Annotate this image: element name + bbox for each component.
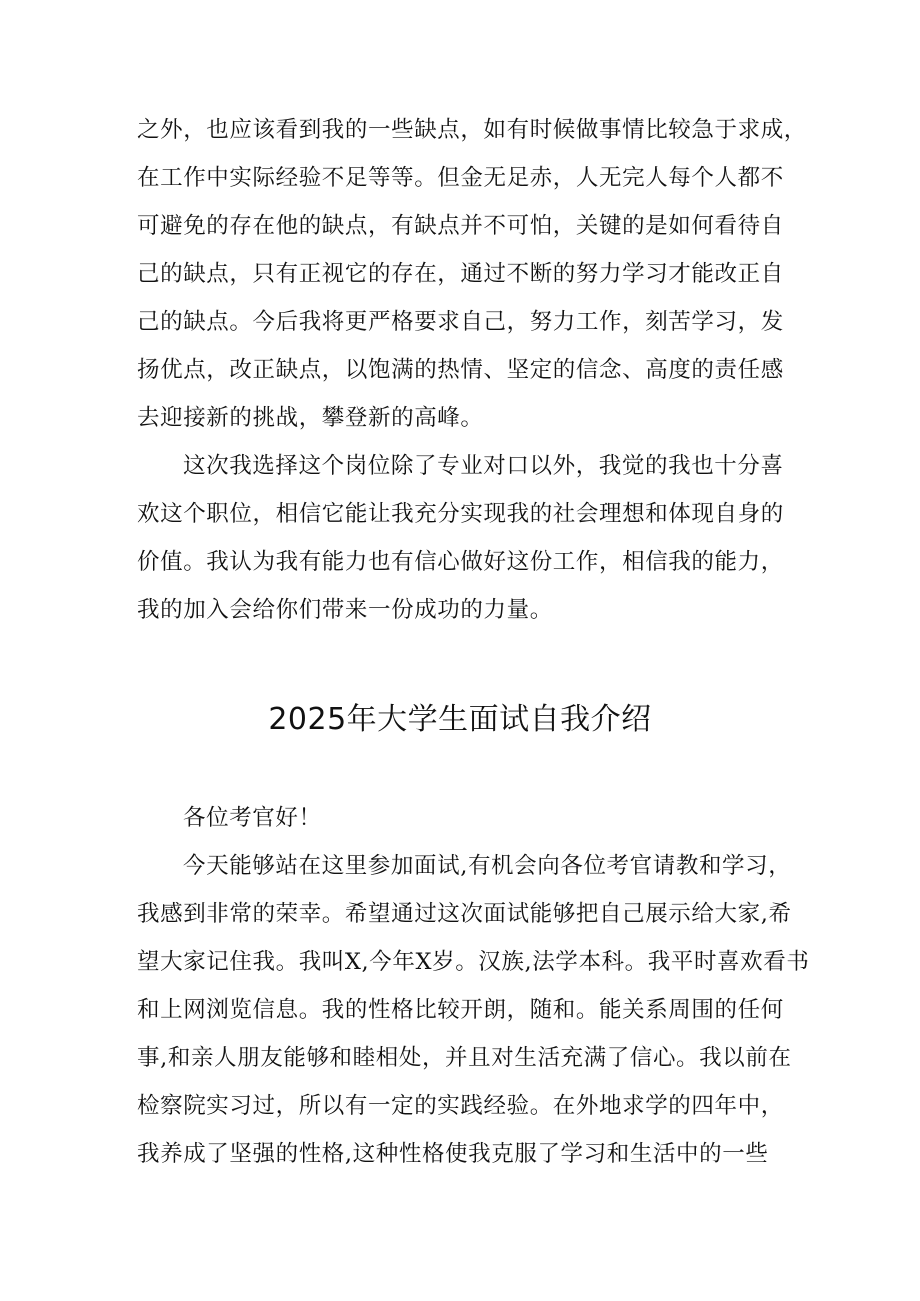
paragraph-first-line: 这次我选择这个岗位除了专业对口以外，我觉的我也十分喜 xyxy=(183,453,784,479)
text-line: 之外，也应该看到我的一些缺点，如有时候做事情比较急于求成， xyxy=(137,117,807,143)
text-line: 我养成了坚强的性格,这种性格使我克服了学习和生活中的一些 xyxy=(137,1141,769,1167)
text-line: 检察院实习过，所以有一定的实践经验。在外地求学的四年中， xyxy=(137,1093,784,1119)
text-line: 我的加入会给你们带来一份成功的力量。 xyxy=(137,597,553,623)
document-title: 2025年大学生面试自我介绍 xyxy=(268,702,652,737)
text-line: 去迎接新的挑战，攀登新的高峰。 xyxy=(137,405,484,431)
self-introduction-text xyxy=(137,794,810,1178)
text-line: 我感到非常的荣幸。希望通过这次面试能够把自己展示给大家,希 xyxy=(137,901,792,927)
previous-section-text xyxy=(137,106,807,634)
text-line: 望大家记住我。我叫X,今年X岁。汉族,法学本科。我平时喜欢看书 xyxy=(137,949,810,975)
text-line: 欢这个职位，相信它能让我充分实现我的社会理想和体现自身的 xyxy=(137,501,784,527)
text-line: 己的缺点。今后我将更严格要求自己，努力工作，刻苦学习，发 xyxy=(137,309,784,335)
text-line: 可避免的存在他的缺点，有缺点并不可怕，关键的是如何看待自 xyxy=(137,213,784,239)
paragraph-first-line: 今天能够站在这里参加面试,有机会向各位考官请教和学习， xyxy=(183,853,792,879)
text-line: 在工作中实际经验不足等等。但金无足赤，人无完人每个人都不 xyxy=(137,165,784,191)
text-line: 和上网浏览信息。我的性格比较开朗，随和。能关系周围的任何 xyxy=(137,997,784,1023)
text-line: 扬优点，改正缺点，以饱满的热情、坚定的信念、高度的责任感 xyxy=(137,357,784,383)
greeting-line: 各位考官好！ xyxy=(183,805,322,831)
text-line: 己的缺点，只有正视它的存在，通过不断的努力学习才能改正自 xyxy=(137,261,784,287)
text-line: 事,和亲人朋友能够和睦相处，并且对生活充满了信心。我以前在 xyxy=(137,1045,792,1071)
text-line: 价值。我认为我有能力也有信心做好这份工作，相信我的能力， xyxy=(137,549,784,575)
